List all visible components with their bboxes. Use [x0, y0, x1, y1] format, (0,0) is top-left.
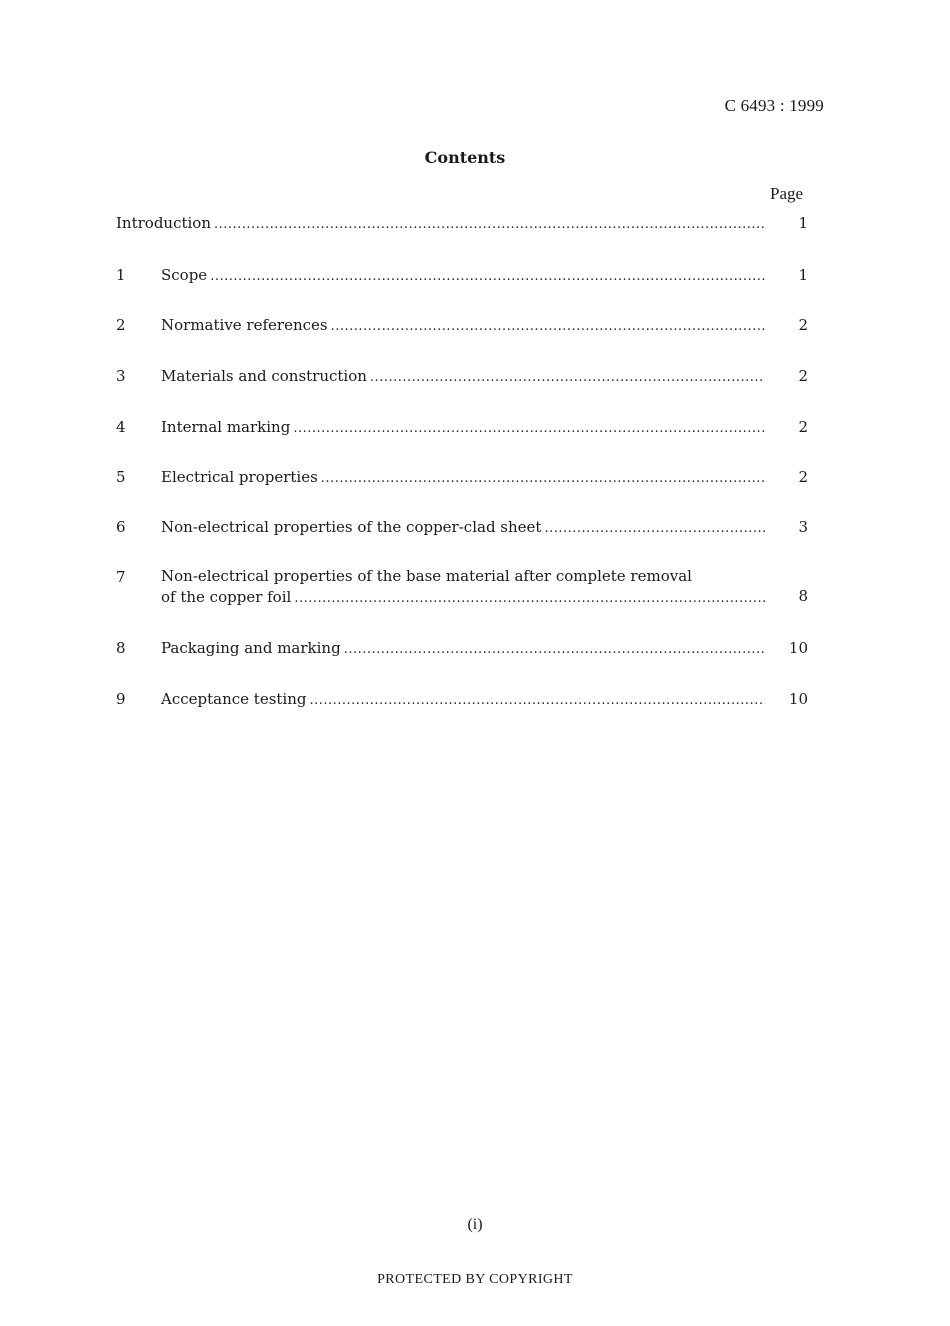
toc-entry-title-line-1: Non-electrical properties of the base material after complete removal [161, 567, 692, 585]
toc-entry-title: Electrical properties [161, 468, 318, 486]
toc-entry-title: Scope [161, 266, 208, 284]
toc-entry-title: Non-electrical properties of the copper-clad sheet [161, 518, 542, 536]
toc-entry-title: Materials and construction [161, 367, 367, 385]
toc-entry-page: 3 [798, 518, 808, 536]
toc-entry-title: Normative references [161, 316, 328, 334]
toc-entry-title: Packaging and marking [161, 639, 341, 657]
toc-entry-title-line-2: of the copper foil [161, 588, 292, 606]
page-column-label: Page [770, 184, 804, 203]
toc-entry-number: 2 [116, 316, 126, 334]
toc-entry-number: 9 [116, 690, 126, 708]
toc-entry-page: 10 [788, 690, 808, 708]
document-identifier: C 6493 : 1999 [724, 96, 824, 115]
toc-entry-title: Introduction [116, 214, 211, 232]
toc-entry-number: 5 [116, 468, 126, 486]
toc-entry-number: 7 [116, 568, 126, 586]
toc-entry-number: 8 [116, 639, 126, 657]
toc-entry-page: 10 [788, 639, 808, 657]
toc-entry-number: 1 [116, 266, 126, 284]
toc-entry-page: 1 [798, 266, 808, 284]
toc-entry-page: 2 [798, 418, 808, 436]
toc-entry-page: 2 [798, 316, 808, 334]
toc-entry-title: Acceptance testing [161, 690, 307, 708]
toc-entry-number: 6 [116, 518, 126, 536]
footer-page-number: (i) [467, 1216, 483, 1233]
toc-entry-title: Internal marking [161, 418, 291, 436]
copyright-notice: PROTECTED BY COPYRIGHT [377, 1272, 573, 1287]
toc-entry-page: 2 [798, 468, 808, 486]
toc-entry-page: 1 [798, 214, 808, 232]
page-title: Contents [424, 148, 506, 167]
toc-entry-number: 4 [116, 418, 126, 436]
toc-entry-number: 3 [116, 367, 126, 385]
toc-entry-page: 8 [798, 587, 808, 605]
toc-entry-page: 2 [798, 367, 808, 385]
